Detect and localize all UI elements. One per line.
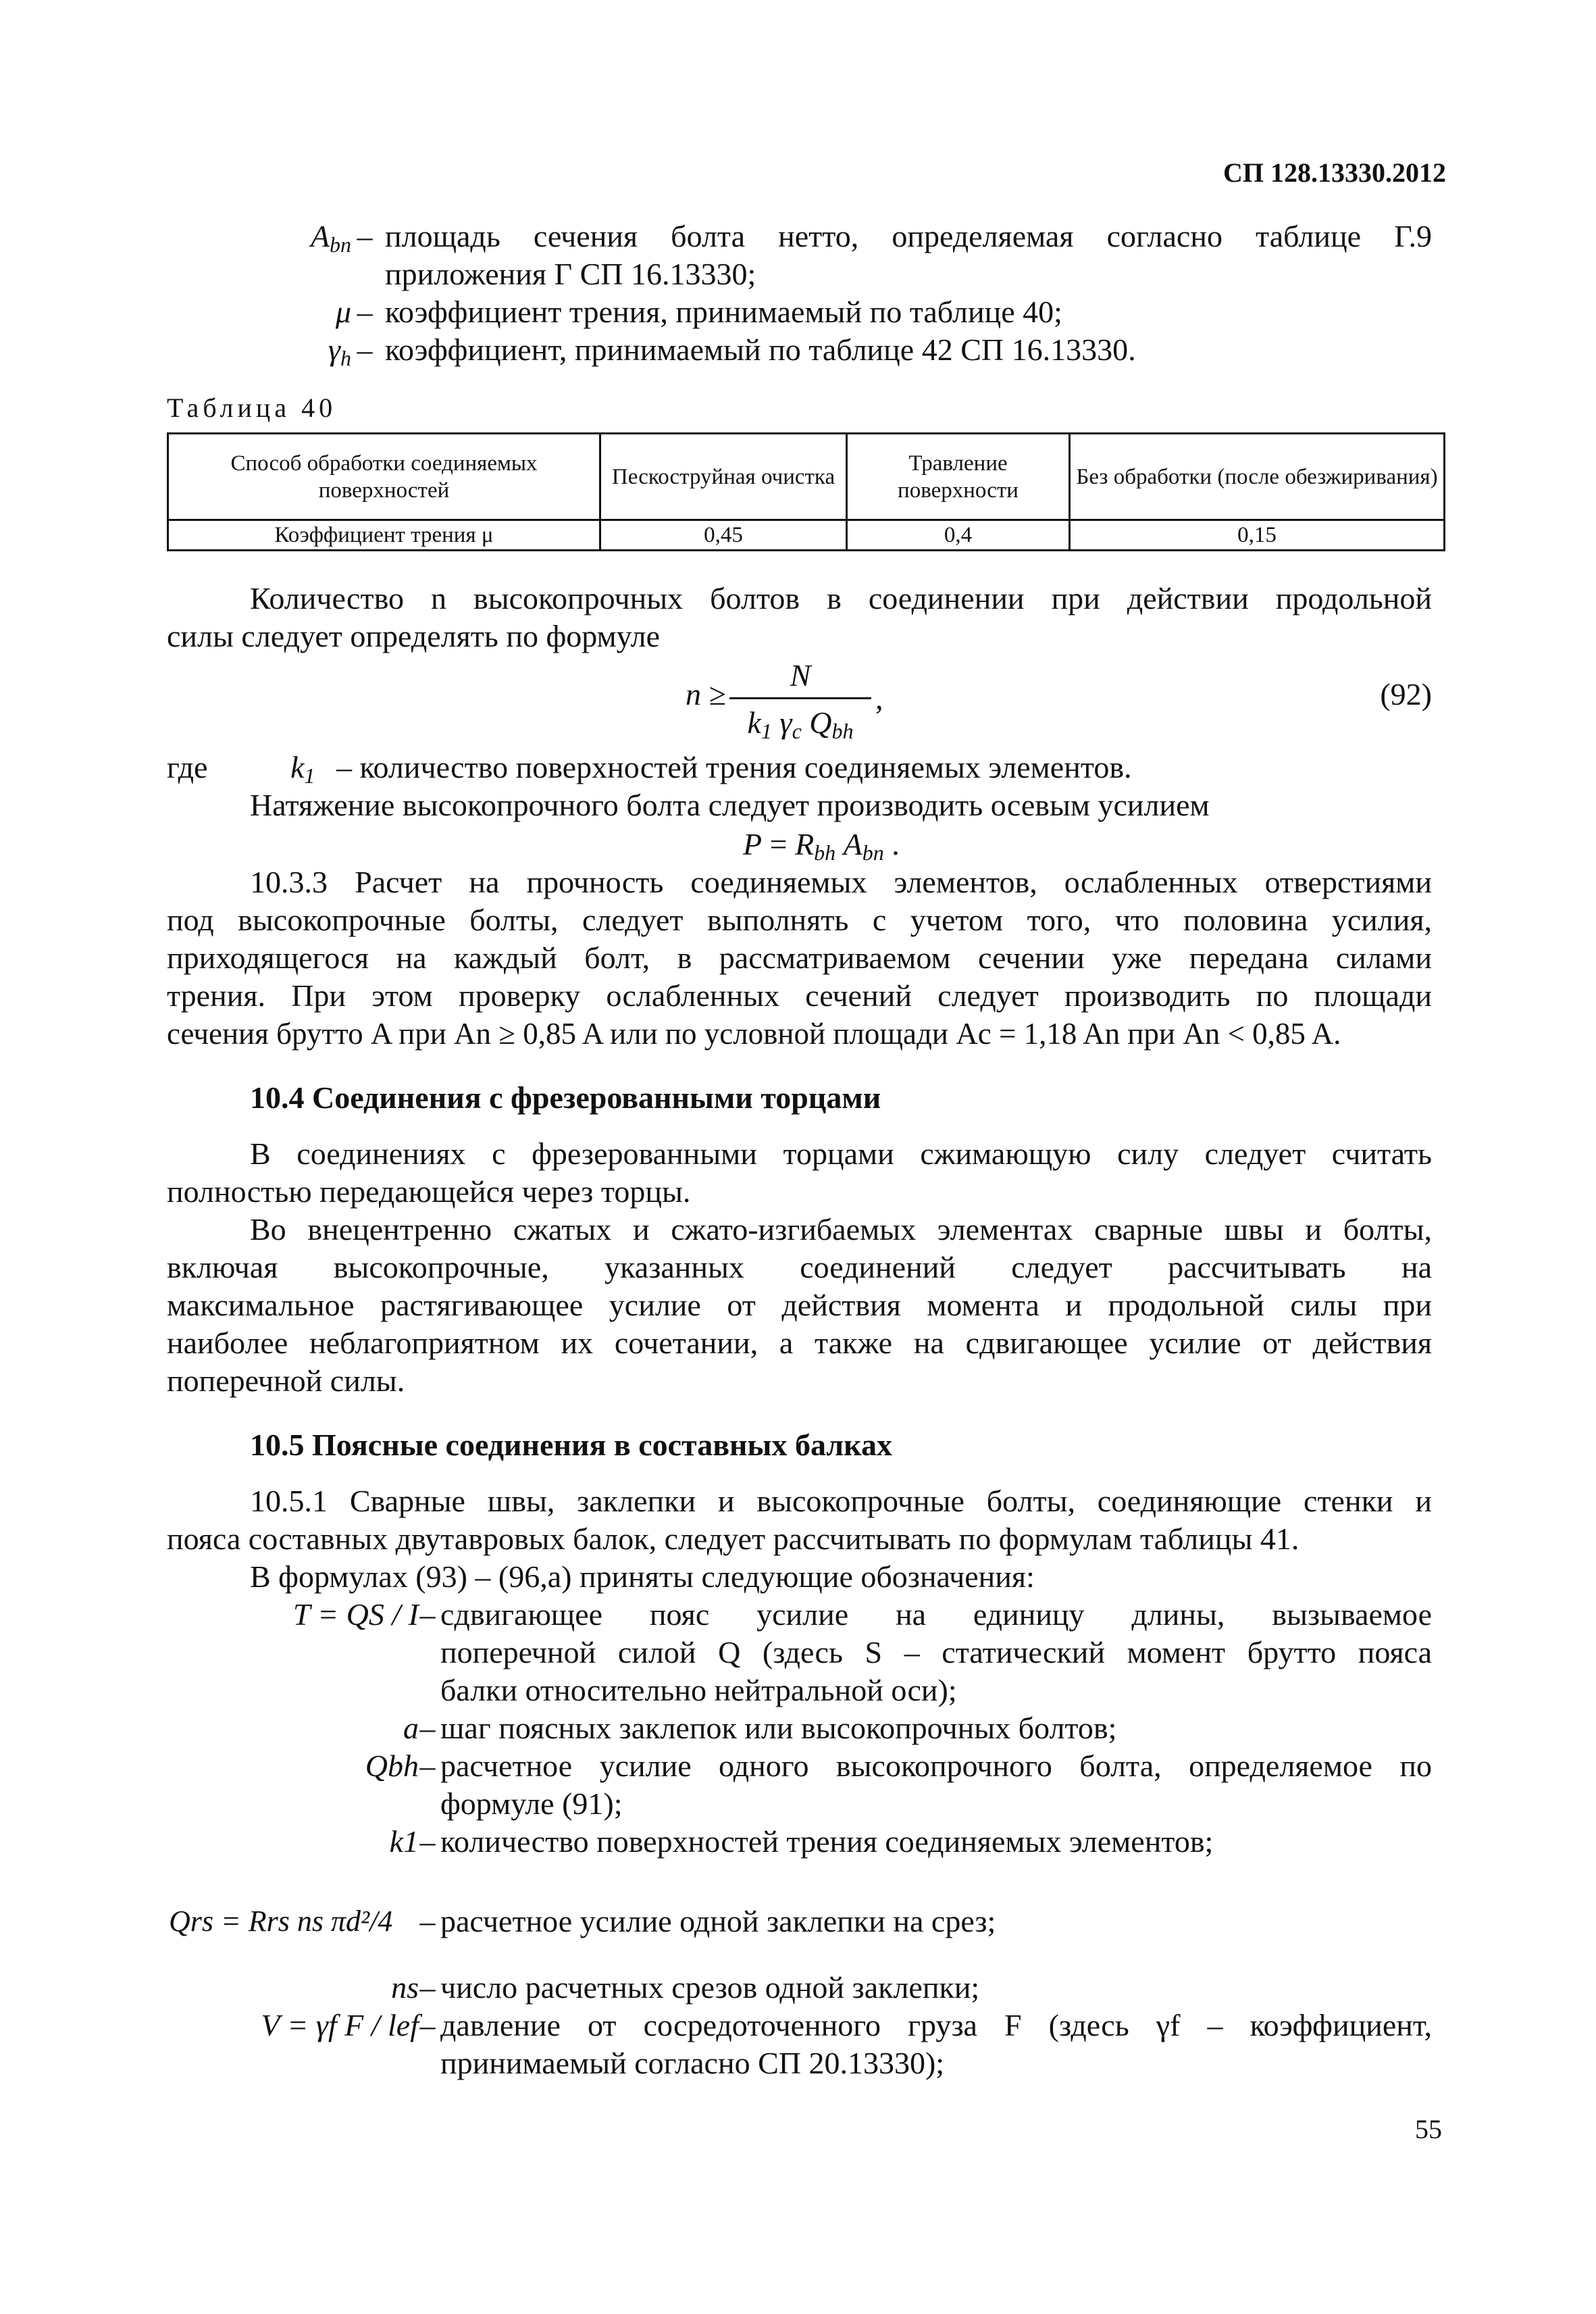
paragraph-line: полностью передающейся через торцы. [167, 1174, 691, 1209]
paragraph-line: приходящегося на каждый болт, в рассматриваемом сечении уже передана силами [167, 940, 1432, 975]
dash: – [419, 1597, 436, 1632]
paragraph-line: 10.3.3 Расчет на прочность соединяемых элементов, ослабленных отверстиями [250, 865, 1432, 899]
where-label: где [167, 750, 208, 784]
term-mu: μ [335, 295, 351, 329]
definition-line: расчетное усилие одной заклепки на срез; [440, 1904, 996, 1938]
term-a: a [403, 1711, 419, 1745]
table-row-label: Коэффициент трения μ [168, 520, 600, 551]
dash: – [419, 2008, 436, 2042]
definition-line: расчетное усилие одного высокопрочного болта, определяемое по [440, 1749, 1432, 1783]
dash: – [357, 219, 373, 253]
paragraph-line: поперечной силы. [167, 1363, 405, 1398]
dash: – [419, 1970, 436, 2005]
paragraph-line: 10.5.1 Сварные швы, заклепки и высокопрочные болты, соединяющие стенки и [250, 1484, 1432, 1518]
table-cell: 0,45 [600, 520, 847, 551]
table-header-cell: Травление поверхности [847, 434, 1070, 520]
formula-tension: $P = R_{bh}$ $A_{bn}$ . [743, 827, 900, 865]
term-abn: $A_{bn}$ [310, 219, 351, 257]
formula-92-numerator: N [790, 658, 811, 693]
definition-gamma-h: коэффициент, принимаемый по таблице 42 СП 16.13330. [385, 332, 1136, 367]
dash: – [419, 1824, 436, 1859]
table-header-cell: Пескоструйная очистка [600, 434, 847, 520]
term-k1: k1 [389, 1824, 419, 1859]
table-cell: 0,15 [1070, 520, 1445, 551]
definition-line: количество поверхностей трения соединяемых элементов; [440, 1824, 1214, 1859]
friction-table [167, 432, 1445, 551]
term-T: T = QS / I [292, 1597, 419, 1632]
definition-line: число расчетных срезов одной заклепки; [440, 1970, 980, 2005]
formula-92-lhs: n ≥ [686, 677, 726, 711]
page-number: 55 [1415, 2114, 1442, 2144]
paragraph-line: включая высокопрочные, указанных соединений следует рассчитывать на [167, 1250, 1432, 1284]
dash: – [419, 1749, 436, 1783]
definition-line: давление от сосредоточенного груза F (здесь γf – коэффициент, [440, 2008, 1432, 2042]
formula-92-denominator: $k_1$ $\gamma_c$ $Q_{bh}$ [747, 705, 854, 743]
paragraph-line: В соединениях с фрезерованными торцами сжимающую силу следует считать [250, 1136, 1432, 1171]
definition-line: поперечной силой Q (здесь S – статический момент брутто пояса [440, 1635, 1432, 1669]
term-k1: $k_1$ [290, 750, 315, 788]
term-qbh: Qbh [365, 1749, 419, 1783]
definition-mu: коэффициент трения, принимаемый по таблице 40; [385, 295, 1062, 329]
formula-92-number: (92) [1380, 677, 1432, 711]
paragraph-line: Во внецентренно сжатых и сжато-изгибаемых элементах сварные швы и болты, [250, 1212, 1432, 1247]
paragraph-line: наиболее неблагоприятном их сочетании, а также на сдвигающее усилие от действия [167, 1326, 1432, 1360]
document-code: СП 128.13330.2012 [1223, 157, 1446, 188]
term-V: V = γf F / lef [261, 2008, 419, 2042]
definition-line: шаг поясных заклепок или высокопрочных болтов; [440, 1711, 1117, 1745]
definition-line: балки относительно нейтральной оси); [440, 1673, 957, 1707]
table-title: Таблица 40 [167, 393, 337, 423]
table-header-cell: Без обработки (после обезжиривания) [1070, 434, 1445, 520]
section-heading: 10.4 Соединения с фрезерованными торцами [250, 1080, 881, 1115]
paragraph-line: В формулах (93) – (96,а) приняты следующие обозначения: [250, 1559, 1035, 1594]
paragraph-line: сечения брутто A при An ≥ 0,85 A или по условной площади Ac = 1,18 An при An < 0,85 A. [167, 1017, 1341, 1051]
dash: – [357, 332, 373, 367]
definition-k1: – количество поверхностей трения соединяемых элементов. [336, 750, 1132, 784]
paragraph-line: пояса составных двутавровых балок, следует рассчитывать по формулам таблицы 41. [167, 1521, 1299, 1556]
formula-92-comma: , [875, 681, 883, 715]
term-gamma-h: $\gamma_h$ [328, 332, 351, 370]
definition-abn-line1: площадь сечения болта нетто, определяемая согласно таблице Г.9 [385, 219, 1432, 253]
formula-92-fraction [729, 657, 871, 751]
definition-abn-line2: приложения Г СП 16.13330; [385, 257, 756, 291]
definition-line: принимаемый согласно СП 20.13330); [440, 2046, 945, 2080]
table-cell: 0,4 [847, 520, 1070, 551]
dash: – [419, 1904, 436, 1938]
definition-line: сдвигающее пояс усилие на единицу длины, вызываемое [440, 1597, 1432, 1632]
paragraph-line: максимальное растягивающее усилие от действия момента и продольной силы при [167, 1288, 1432, 1322]
fraction-bar [729, 697, 871, 699]
table-header-row [168, 434, 1445, 520]
paragraph-line: Количество n высокопрочных болтов в соединении при действии продольной [250, 581, 1432, 615]
dash: – [357, 295, 373, 329]
term-qrs: Qrs = Rrs ns πd²/4 [169, 1905, 393, 1938]
dash: – [419, 1711, 436, 1745]
table-row [168, 520, 1445, 551]
paragraph-line: Натяжение высокопрочного болта следует производить осевым усилием [250, 788, 1210, 822]
term-ns: ns [391, 1970, 419, 2005]
definition-line: формуле (91); [440, 1786, 623, 1821]
paragraph-line: трения. При этом проверку ослабленных сечений следует производить по площади [167, 978, 1432, 1013]
paragraph-line: силы следует определять по формуле [167, 619, 661, 653]
section-heading: 10.5 Поясные соединения в составных балках [250, 1428, 892, 1462]
paragraph-line: под высокопрочные болты, следует выполнять с учетом того, что половина усилия, [167, 903, 1432, 937]
table-header-cell: Способ обработки соединяемых поверхностей [168, 434, 600, 520]
